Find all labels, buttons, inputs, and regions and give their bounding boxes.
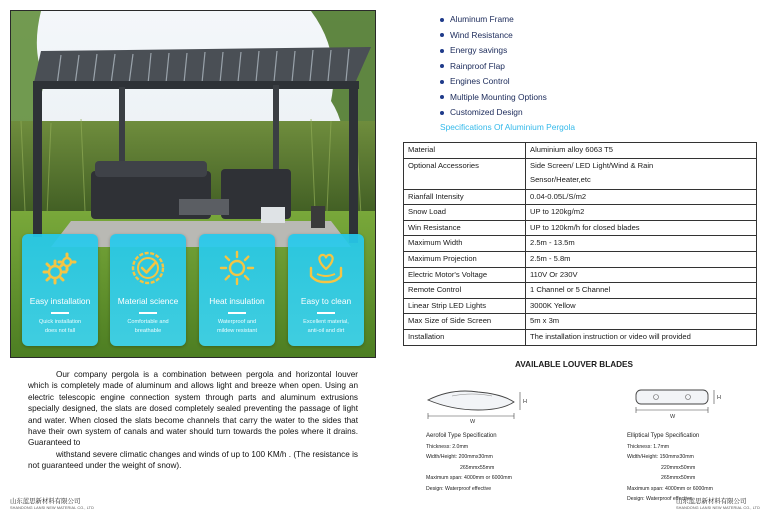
aerofoil-spec-title: Aerofoil Type Specification [426,433,497,439]
feature-cards [10,226,376,351]
spec-value: 5m x 3m [526,314,757,330]
spec-line: Design: Waterproof effective [426,485,492,492]
spec-line: Maximum span: 4000mm or 6000mm [627,485,713,492]
table-row [404,267,757,283]
spec-key: Win Resistance [404,220,526,236]
feature-desc: Waterproof and mildew resistant [216,319,258,334]
feature-title: Heat insulation [209,296,265,306]
bullet-item: Aluminum Frame [440,12,740,28]
feature-divider [51,312,69,314]
description-paragraph: Our company pergola is a combination between pergola and horizontal louver which is completely made of aluminum and allows light and breeze when open. Using an electric telescopic engine connection system through parts and aluminum extrusions specially designed, the slats are dosed completely sealed preventing the passage of light and water. When closed the slats become channels that carry the water to the sides that have their own system of canals and water should turn towards the poles where it drains. Guaranteed to [28,370,358,448]
feature-title: Easy installation [29,296,91,306]
spec-key: Installation [404,329,526,345]
spec-value: UP to 120km/h for closed blades [526,220,757,236]
spec-key: Rianfall Intensity [404,189,526,205]
bullet-item: Multiple Mounting Options [440,90,740,106]
company-name-cn: 山东蓝思新材料有限公司 [676,498,747,505]
table-row [404,298,757,314]
table-row [404,314,757,330]
table-row [404,283,757,299]
spec-line: Maximum span: 4000mm or 6000mm [426,475,512,481]
feature-divider [139,312,157,314]
company-name-en: SHANDONG LANSI NEW MATERIAL CO., LTD [10,506,94,510]
table-row [404,189,757,205]
spec-line: Thickness: 2.0mm [426,443,469,450]
louver-heading: AVAILABLE LOUVER BLADES [515,360,633,369]
company-name-cn: 山东蓝思新材料有限公司 [10,498,81,505]
aerofoil-spec [426,431,512,494]
spec-value: 110V Or 230V [526,267,757,283]
table-row [404,329,757,345]
company-name-left [10,496,94,510]
table-row [404,251,757,267]
spec-value: 2.5m - 5.8m [526,251,757,267]
feature-title: Material science [117,296,179,306]
spec-value: 3000K Yellow [526,298,757,314]
spec-key: Material [404,143,526,159]
table-row [404,220,757,236]
feature-desc: Excellent material, anti-oil and dirt [303,319,349,334]
spec-line: Width/Height: 150mmx30mm [627,454,694,460]
spec-line: 265mmx50mm [661,475,696,481]
spec-key: Max Size of Side Screen [404,314,526,330]
product-description [28,369,358,472]
height-label: H [523,399,527,405]
feature-desc: Quick installation does not fall [38,319,82,334]
check-badge-icon [128,248,168,288]
spec-key: Linear Strip LED Lights [404,298,526,314]
elliptical-spec [627,431,713,505]
bullet-item: Rainproof Flap [440,59,740,75]
table-row [404,158,757,189]
feature-divider [317,312,335,314]
company-name-right [676,496,760,510]
spec-value: The installation instruction or video will provided [526,329,757,345]
feature-title: Easy to clean [300,296,352,306]
spec-line: 220mmx50mm [661,464,696,471]
feature-divider [228,312,246,314]
feature-card-material-science [110,234,186,346]
spec-key: Maximum Width [404,236,526,252]
spec-heading: Specifications Of Aluminium Pergola [440,122,575,132]
feature-card-easy-installation [22,234,98,346]
spec-line: Width/Height: 200mmx30mm [426,454,493,460]
spec-key: Remote Control [404,283,526,299]
width-label: W [670,414,676,420]
height-label: H [717,395,721,401]
spec-key: Maximum Projection [404,251,526,267]
spec-value: 1 Channel or 5 Channel [526,283,757,299]
table-row [404,143,757,159]
elliptical-spec-title: Elliptical Type Specification [627,433,700,439]
spec-key: Electric Motor's Voltage [404,267,526,283]
spec-value: Side Screen/ LED Light/Wind & Rain Sensor/Heater,etc [526,158,757,189]
bullet-item: Energy savings [440,43,740,59]
feature-bullet-list [440,12,740,121]
description-paragraph: withstand severe climatic changes and winds of up to 100 KM/h . (The resistance is not guaranteed under the weight of snow). [28,449,358,471]
company-name-en: SHANDONG LANSI NEW MATERIAL CO., LTD [676,506,760,510]
spec-value: UP to 120kg/m2 [526,205,757,221]
width-label: W [470,419,476,424]
bullet-item: Wind Resistance [440,28,740,44]
heart-hands-icon [306,248,346,288]
spec-table [403,142,757,346]
spec-value: Aluminium alloy 6063 T5 [526,143,757,159]
bullet-item: Engines Control [440,74,740,90]
feature-desc: Comfortable and breathable [127,319,169,334]
feature-card-heat-insulation [199,234,275,346]
sun-icon [217,248,257,288]
aerofoil-blade-diagram [422,380,532,424]
spec-line: Thickness: 1.7mm [627,443,670,450]
spec-line: 265mmx55mm [460,464,495,471]
spec-value: 2.5m - 13.5m [526,236,757,252]
spec-line: Design: Waterproof effective [627,496,693,502]
elliptical-blade-diagram [628,380,728,420]
gears-icon [40,248,80,288]
feature-card-easy-to-clean [288,234,364,346]
spec-value: 0.04-0.05L/S/m2 [526,189,757,205]
spec-key: Snow Load [404,205,526,221]
table-row [404,236,757,252]
bullet-item: Customized Design [440,105,740,121]
spec-key: Optional Accessories [404,158,526,189]
table-row [404,205,757,221]
